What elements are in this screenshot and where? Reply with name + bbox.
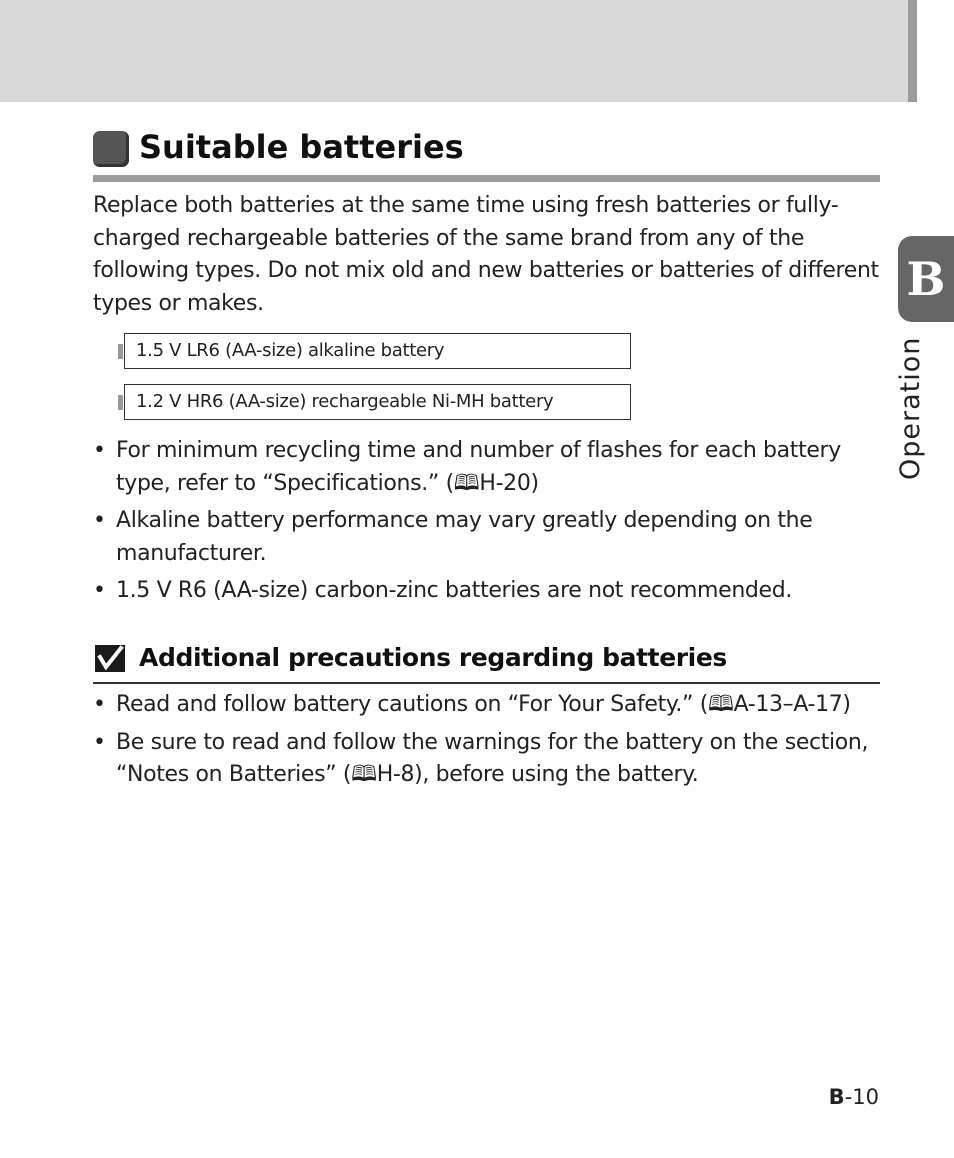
list-item-text: Be sure to read and follow the warnings for the battery on the section, “Notes on Batteries” (🕮H-8), before using the battery. <box>116 729 869 787</box>
bullet-icon: • <box>93 508 106 533</box>
battery-type-label: 1.2 V HR6 (AA-size) rechargeable Ni-MH battery <box>136 391 554 412</box>
list-item-text: 1.5 V R6 (AA-size) carbon-zinc batteries are not recommended. <box>116 578 792 603</box>
precautions-title: Additional precautions regarding batteries <box>139 643 727 672</box>
section-square-icon <box>93 131 129 167</box>
section-title: Suitable batteries <box>139 128 464 166</box>
header-band <box>0 0 908 102</box>
battery-notes-list <box>93 435 883 613</box>
title-rule <box>93 175 880 182</box>
battery-type-label: 1.5 V LR6 (AA-size) alkaline battery <box>136 340 445 361</box>
chapter-tab: B <box>898 236 954 322</box>
list-item <box>93 435 883 500</box>
list-item-text: For minimum recycling time and number of flashes for each battery type, refer to “Specifications.” (🕮H-20) <box>116 438 841 496</box>
bullet-icon: • <box>93 692 106 717</box>
battery-type-box <box>124 384 631 420</box>
box-tick-marker <box>118 344 123 359</box>
bullet-icon: • <box>93 729 106 755</box>
list-item <box>93 505 883 570</box>
page-chapter: B <box>828 1085 845 1109</box>
precautions-list <box>93 689 883 797</box>
box-tick-marker <box>118 395 123 410</box>
bullet-icon: • <box>93 578 106 603</box>
page-number <box>829 1085 879 1109</box>
battery-type-box <box>124 333 631 369</box>
list-item <box>93 689 883 722</box>
subtitle-rule <box>93 682 880 684</box>
page-index: -10 <box>844 1085 879 1109</box>
header-band-edge <box>908 0 917 102</box>
chapter-label: Operation <box>895 336 926 480</box>
intro-paragraph: Replace both batteries at the same time using fresh batteries or fully-charged rechargeable batteries of the same brand from any of the following types. Do not mix old and new batteries or batteries of different types or makes. <box>93 193 879 316</box>
list-item <box>93 575 883 608</box>
list-item-text: Alkaline battery performance may vary greatly depending on the manufacturer. <box>116 508 813 566</box>
list-item-text: Read and follow battery cautions on “For Your Safety.” (🕮A-13–A-17) <box>116 692 851 717</box>
bullet-icon: • <box>93 438 106 463</box>
checkmark-icon <box>95 645 125 672</box>
list-item <box>93 727 883 792</box>
